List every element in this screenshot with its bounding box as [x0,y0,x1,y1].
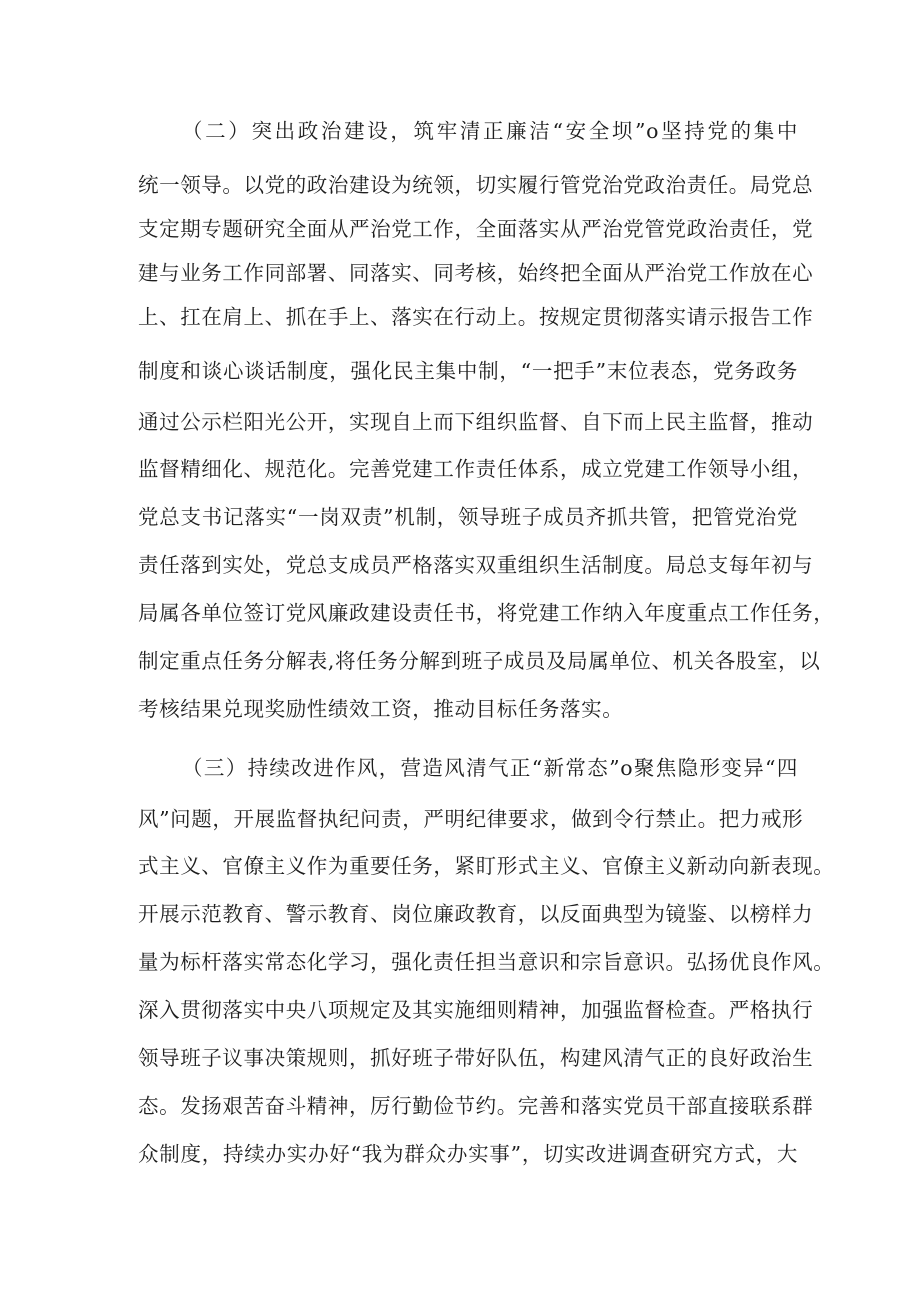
text-line: 众制度，持续办实办好“我为群众办实事”，切实改进调查研究方式，大 [138,1142,798,1166]
text-line: 监督精细化、规范化。完善党建工作责任体系，成立党建工作领导小组， [138,457,814,481]
text-line: 态。发扬艰苦奋斗精神，厉行勤俭节约。完善和落实党员干部直接联系群 [138,1094,814,1118]
text-line: （三）持续改进作风，营造风清气正“新常态”o聚焦隐形变异“四 [182,756,798,780]
text-line: 开展示范教育、警示教育、岗位廉政教育，以反面典型为镜鉴、以榜样力 [138,902,814,926]
text-line: 支定期专题研究全面从严治党工作，全面落实从严治党管党政治责任，党 [138,217,814,241]
text-line: 制度和谈心谈话制度，强化民主集中制，“一把手”末位表态，党务政务 [138,359,798,383]
text-line: 统一领导。以党的政治建设为统领，切实履行管党治党政治责任。局党总 [138,173,814,197]
text-line: 上、扛在肩上、抓在手上、落实在行动上。按规定贯彻落实请示报告工作 [138,305,814,329]
text-line: 风”问题，开展监督执纪问责，严明纪律要求，做到令行禁止。把力戒形 [138,807,804,831]
text-line: 党总支书记落实“一岗双责”机制，领导班子成员齐抓共管，把管党治党 [138,505,798,529]
text-line: 通过公示栏阳光公开，实现自上而下组织监督、自下而上民主监督，推动 [138,410,814,434]
text-line: 式主义、官僚主义作为重要任务，紧盯形式主义、官僚主义新动向新表现。 [138,854,835,878]
text-line: 制定重点任务分解表,将任务分解到班子成员及局属单位、机关各股室，以 [138,649,821,673]
text-line: 量为标杆落实常态化学习，强化责任担当意识和宗旨意识。弘扬优良作风。 [138,950,835,974]
text-line: 深入贯彻落实中央八项规定及其实施细则精神，加强监督检查。严格执行 [138,998,814,1022]
text-line: 责任落到实处，党总支成员严格落实双重组织生活制度。局总支每年初与 [138,553,814,577]
text-line: 局属各单位签订党风廉政建设责任书，将党建工作纳入年度重点工作任务， [138,601,835,625]
text-line: 考核结果兑现奖励性绩效工资，推动目标任务落实。 [138,697,624,721]
text-line: （二）突出政治建设，筑牢清正廉洁“安全坝”o坚持党的集中 [182,119,798,143]
text-line: 建与业务工作同部署、同落实、同考核，始终把全面从严治党工作放在心 [138,261,814,285]
text-line: 领导班子议事决策规则，抓好班子带好队伍，构建风清气正的良好政治生 [138,1046,814,1070]
